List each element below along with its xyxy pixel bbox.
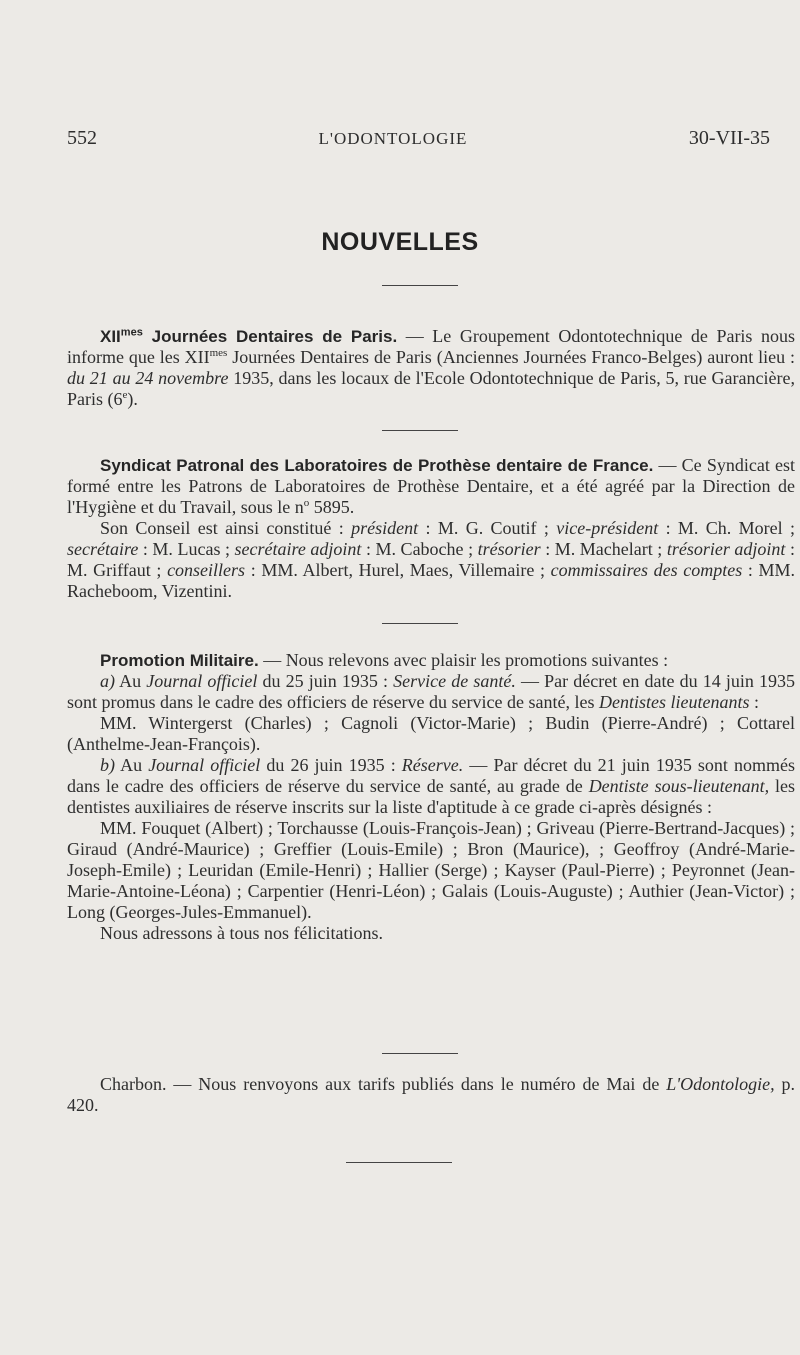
section-divider	[382, 623, 458, 624]
running-header	[67, 127, 770, 150]
superscript: o	[303, 497, 310, 509]
promotion-b: b) Au Journal officiel du 26 juin 1935 : Réserve. — Par décret du 21 juin 1935 sont nommés dans le cadre des officiers de réserve du service de santé, au grade de Dentiste sous-lieutenant, les dentistes auxiliaires de réserve inscrits sur la liste d'aptitude à ce grade ci-après désignés :	[67, 755, 795, 817]
issue-date: 30-VII-35	[688, 127, 770, 149]
section-divider	[382, 430, 458, 431]
section-title: NOUVELLES	[321, 228, 479, 256]
promotion-a: a) Au Journal officiel du 25 juin 1935 : Service de santé. — Par décret en date du 14 juin 1935 sont promus dans le cadre des officiers de réserve du service de santé, les Dentistes lieutenants :	[67, 671, 795, 712]
page-number: 552	[67, 127, 97, 149]
promotion-b-names: MM. Fouquet (Albert) ; Torchausse (Louis-François-Jean) ; Griveau (Pierre-Bertrand-Jacques) ; Giraud (André-Maurice) ; Greffier (Louis-Emile) ; Bron (Maurice), ; Geoffroy (André-Marie-Joseph-Emile) ; Leuridan (Emile-Henri) ; Hallier (Serge) ; Kayser (Paul-Pierre) ; Peyronnet (Jean-Marie-Antoine-Léona) ; Carpentier (Henri-Léon) ; Galais (Louis-Auguste) ; Authier (Jean-Victor) ; Long (Georges-Jules-Emmanuel).	[67, 818, 795, 922]
council-paragraph: Son Conseil est ainsi constitué : président : M. G. Coutif ; vice-président : M. Ch. Morel ; secrétaire : M. Lucas ; secrétaire adjoint : M. Caboche ; trésorier : M. Machelart ; trésorier adjoint : M. Griffaut ; conseillers : MM. Albert, Hurel, Maes, Villemaire ; commissaires des comptes : MM. Racheboom, Vizentini.	[67, 518, 796, 601]
article-heading: $XII^{mes}$ Journées Dentaires de Paris.	[100, 326, 398, 346]
article-text: — Ce Syndicat est formé entre les Patrons de Laboratoires de Prothèse Dentaire, et a été agréé par la Direction de l'Hygiène et du Travail, sous le n	[67, 455, 795, 517]
article-heading: Syndicat Patronal des Laboratoires de Prothèse dentaire de France.	[100, 456, 654, 475]
article-text: ).	[127, 389, 138, 409]
article-text: — Le Groupement Odontotechnique de Paris nous informe que les XII	[67, 326, 796, 367]
title-divider	[382, 285, 458, 286]
event-dates: du 21 au 24 novembre	[67, 368, 229, 388]
article-heading: Promotion Militaire.	[100, 651, 259, 670]
journal-reference: L'Odontologie,	[666, 1074, 775, 1094]
article-text: Charbon. — Nous renvoyons aux tarifs publiés dans le numéro de Mai de	[100, 1074, 667, 1094]
article-charbon	[67, 1074, 795, 1116]
article-text: Journées Dentaires de Paris (Anciennes Journées Franco-Belges) auront lieu :	[227, 347, 796, 367]
superscript: mes	[209, 347, 228, 359]
closing-line: Nous adressons à tous nos félicitations.	[100, 923, 383, 943]
end-divider	[346, 1162, 452, 1163]
article-text: 5895.	[309, 497, 355, 517]
journal-name: L'ODONTOLOGIE	[318, 129, 468, 148]
article-text: — Nous relevons avec plaisir les promotions suivantes :	[258, 650, 669, 670]
article-text: p. 420.	[67, 1074, 795, 1115]
article-promotion-militaire	[67, 650, 795, 944]
superscript: e	[122, 389, 128, 401]
article-syndicat-patronal	[67, 455, 795, 602]
article-journees-dentaires	[67, 326, 795, 410]
promotion-a-names: MM. Wintergerst (Charles) ; Cagnoli (Victor-Marie) ; Budin (Pierre-André) ; Cottarel (Anthelme-Jean-François).	[67, 713, 795, 754]
section-divider	[382, 1053, 458, 1054]
article-text: 1935, dans les locaux de l'Ecole Odontotechnique de Paris, 5, rue Garancière, Paris (6	[67, 368, 795, 409]
